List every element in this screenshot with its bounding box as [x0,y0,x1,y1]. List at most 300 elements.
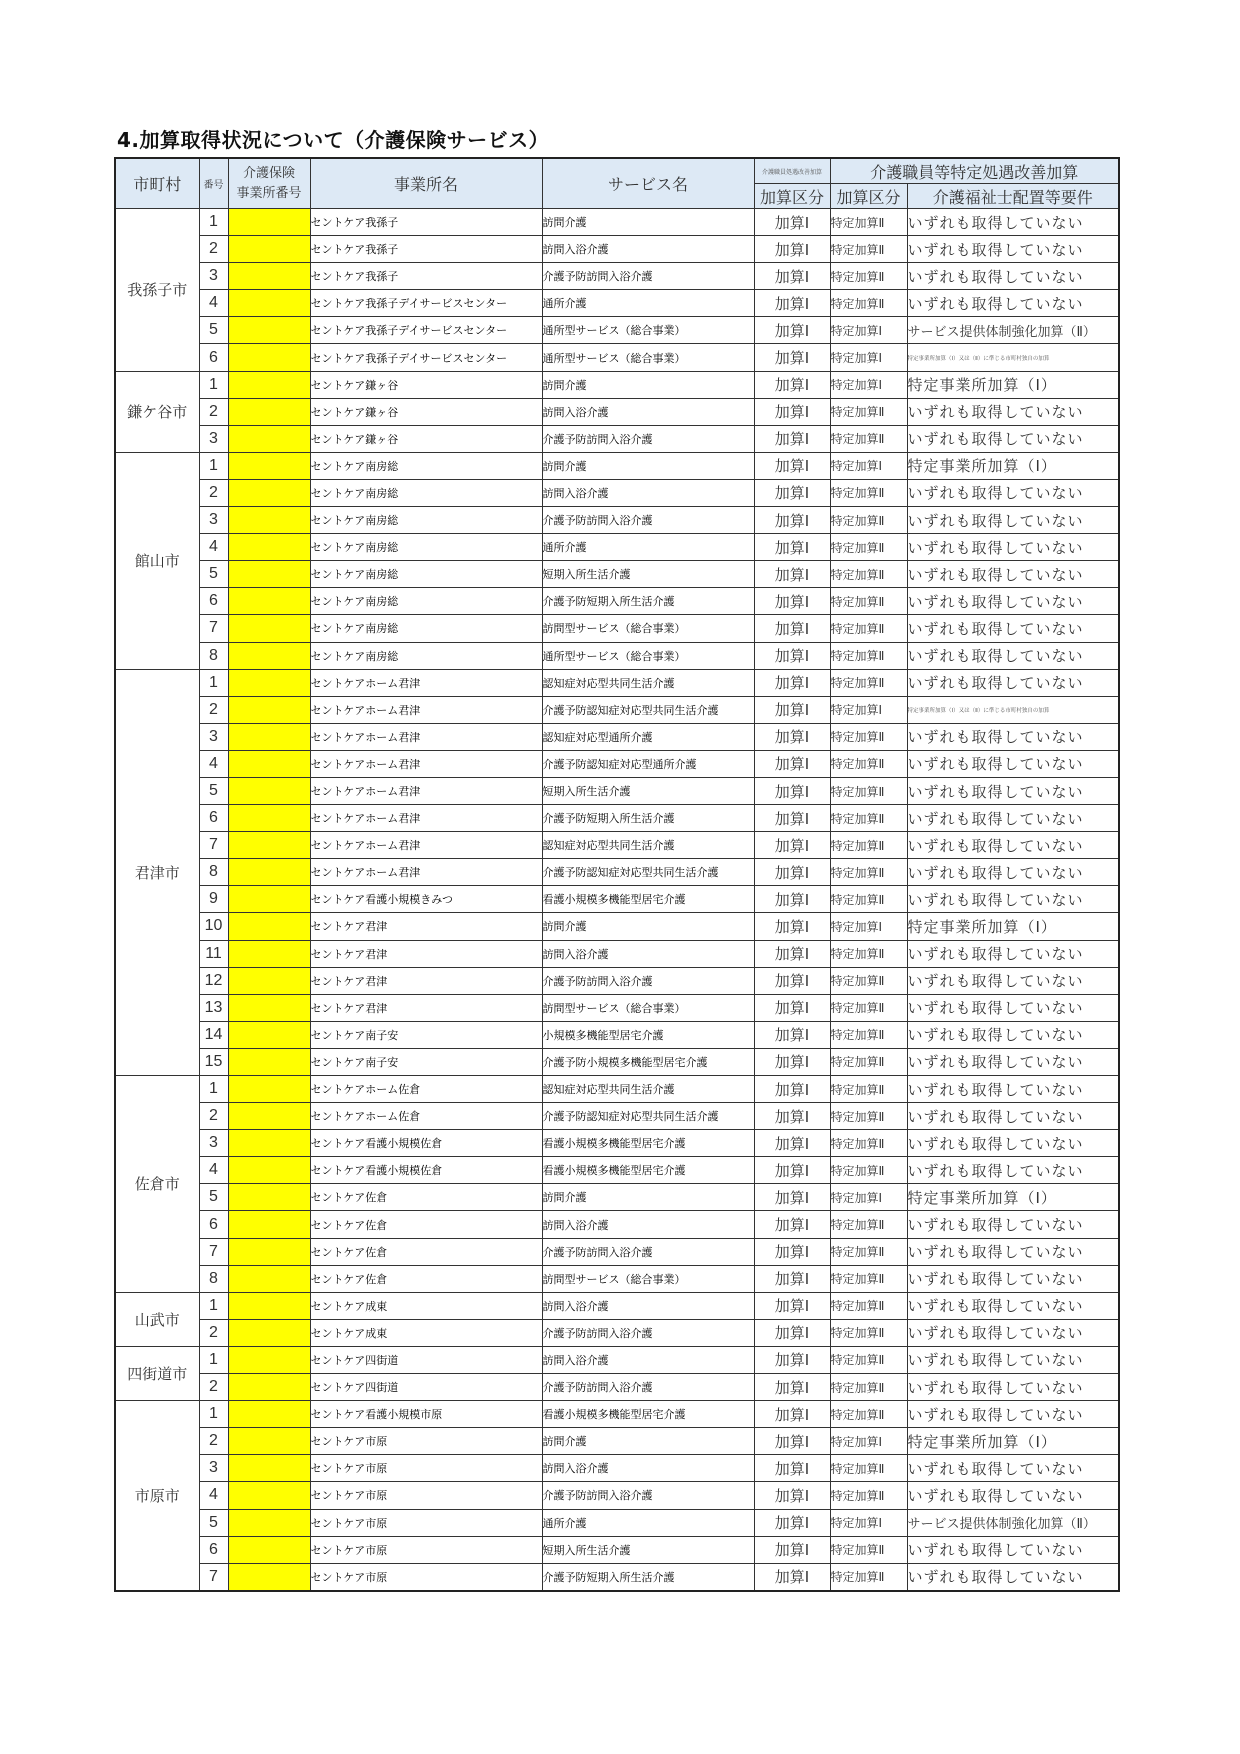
tokutei-kubun: 特定加算Ⅱ [830,1157,907,1184]
office-name: セントケアホーム君津 [310,750,542,777]
service-name: 看護小規模多機能型居宅介護 [542,1157,754,1184]
table-row [115,290,1119,317]
kasan-kubun: 加算Ⅰ [754,534,830,561]
office-name: セントケア成東 [310,1292,542,1319]
kasan-kubun: 加算Ⅰ [754,425,830,452]
row-number: 2 [199,1374,228,1401]
kasan-kubun: 加算Ⅰ [754,479,830,506]
header-requirement: 介護福祉士配置等要件 [907,184,1119,209]
table-row [115,1455,1119,1482]
table-row [115,777,1119,804]
tokutei-kubun: 特定加算Ⅱ [830,236,907,263]
requirement: いずれも取得していない [907,750,1119,777]
kasan-kubun: 加算Ⅰ [754,344,830,371]
table-row [115,1482,1119,1509]
table-row [115,832,1119,859]
tokutei-kubun: 特定加算Ⅰ [830,1184,907,1211]
table-row [115,1211,1119,1238]
tokutei-kubun: 特定加算Ⅱ [830,534,907,561]
office-code-input[interactable] [228,1346,310,1373]
tokutei-kubun: 特定加算Ⅰ [830,371,907,398]
requirement: いずれも取得していない [907,669,1119,696]
kasan-kubun: 加算Ⅰ [754,940,830,967]
requirement: いずれも取得していない [907,398,1119,425]
service-name: 介護予防訪問入浴介護 [542,967,754,994]
table-row [115,236,1119,263]
office-code-input[interactable] [228,994,310,1021]
office-code-input[interactable] [228,1482,310,1509]
kasan-kubun: 加算Ⅰ [754,1428,830,1455]
office-name: セントケア佐倉 [310,1211,542,1238]
office-name: セントケア鎌ヶ谷 [310,371,542,398]
office-code-input[interactable] [228,886,310,913]
table-row [115,1428,1119,1455]
row-number: 3 [199,1455,228,1482]
office-name: セントケアホーム君津 [310,832,542,859]
kasan-kubun: 加算Ⅰ [754,669,830,696]
row-number: 1 [199,371,228,398]
kasan-kubun: 加算Ⅰ [754,1536,830,1563]
kasan-kubun: 加算Ⅰ [754,452,830,479]
office-name: セントケア南子安 [310,1021,542,1048]
office-code-input[interactable] [228,1401,310,1428]
office-code-input[interactable] [228,209,310,236]
table-row [115,1374,1119,1401]
office-code-input[interactable] [228,642,310,669]
row-number: 2 [199,1428,228,1455]
service-name: 介護予防訪問入浴介護 [542,425,754,452]
office-name: セントケア佐倉 [310,1184,542,1211]
tokutei-kubun: 特定加算Ⅱ [830,832,907,859]
tokutei-kubun: 特定加算Ⅱ [830,1536,907,1563]
office-code-input[interactable] [228,696,310,723]
city-cell: 君津市 [115,669,199,1075]
office-code-input[interactable] [228,290,310,317]
tokutei-kubun: 特定加算Ⅱ [830,1319,907,1346]
requirement: いずれも取得していない [907,1292,1119,1319]
row-number: 12 [199,967,228,994]
office-name: セントケア成東 [310,1319,542,1346]
table-body [115,209,1119,1591]
requirement: いずれも取得していない [907,805,1119,832]
service-name: 短期入所生活介護 [542,561,754,588]
kasan-kubun: 加算Ⅰ [754,1048,830,1075]
service-name: 訪問入浴介護 [542,1455,754,1482]
office-code-input[interactable] [228,1319,310,1346]
table-row [115,263,1119,290]
service-name: 介護予防認知症対応型共同生活介護 [542,859,754,886]
office-name: セントケア鎌ヶ谷 [310,398,542,425]
table-row [115,805,1119,832]
tokutei-kubun: 特定加算Ⅱ [830,1455,907,1482]
office-code-input[interactable] [228,1428,310,1455]
office-code-input[interactable] [228,1455,310,1482]
office-name: セントケア市原 [310,1428,542,1455]
office-name: セントケアホーム佐倉 [310,1103,542,1130]
tokutei-kubun: 特定加算Ⅱ [830,1292,907,1319]
tokutei-kubun: 特定加算Ⅱ [830,940,907,967]
kasan-kubun: 加算Ⅰ [754,1482,830,1509]
tokutei-kubun: 特定加算Ⅱ [830,723,907,750]
header-tokutei-group: 介護職員等特定処遇改善加算 [830,158,1119,184]
kasan-kubun: 加算Ⅰ [754,750,830,777]
kasan-kubun: 加算Ⅰ [754,723,830,750]
kasan-kubun: 加算Ⅰ [754,859,830,886]
row-number: 3 [199,1130,228,1157]
service-name: 介護予防訪問入浴介護 [542,507,754,534]
kasan-kubun: 加算Ⅰ [754,1265,830,1292]
requirement: いずれも取得していない [907,967,1119,994]
table-row [115,398,1119,425]
row-number: 6 [199,588,228,615]
office-code-input[interactable] [228,561,310,588]
table-row [115,1292,1119,1319]
office-code-input[interactable] [228,534,310,561]
office-name: セントケア南房総 [310,452,542,479]
requirement: サービス提供体制強化加算（Ⅱ） [907,1509,1119,1536]
requirement: いずれも取得していない [907,994,1119,1021]
service-name: 小規模多機能型居宅介護 [542,1021,754,1048]
table-row [115,1238,1119,1265]
tokutei-kubun: 特定加算Ⅱ [830,1021,907,1048]
kasan-kubun: 加算Ⅰ [754,1292,830,1319]
office-code-input[interactable] [228,588,310,615]
header-shogu-kaizen: 介護職員処遇改善加算 [754,158,830,184]
service-name: 看護小規模多機能型居宅介護 [542,886,754,913]
row-number: 8 [199,642,228,669]
office-code-input[interactable] [228,1103,310,1130]
office-code-input[interactable] [228,1374,310,1401]
tokutei-kubun: 特定加算Ⅱ [830,1563,907,1591]
office-code-input[interactable] [228,317,310,344]
table-row [115,913,1119,940]
header-no: 番号 [199,158,228,209]
office-code-input[interactable] [228,967,310,994]
row-number: 1 [199,209,228,236]
office-name: セントケア君津 [310,994,542,1021]
office-code-input[interactable] [228,1238,310,1265]
office-code-input[interactable] [228,371,310,398]
office-code-input[interactable] [228,777,310,804]
office-code-input[interactable] [228,263,310,290]
table-row [115,507,1119,534]
office-name: セントケアホーム佐倉 [310,1076,542,1103]
row-number: 8 [199,1265,228,1292]
service-name: 介護予防認知症対応型共同生活介護 [542,1103,754,1130]
service-name: 通所介護 [542,534,754,561]
requirement: いずれも取得していない [907,588,1119,615]
requirement: 特定事業所加算（Ⅰ） [907,371,1119,398]
service-name: 訪問入浴介護 [542,236,754,263]
office-code-input[interactable] [228,723,310,750]
service-name: 看護小規模多機能型居宅介護 [542,1130,754,1157]
row-number: 7 [199,1238,228,1265]
service-name: 認知症対応型通所介護 [542,723,754,750]
office-name: セントケア市原 [310,1509,542,1536]
table-row [115,750,1119,777]
office-code-input[interactable] [228,1509,310,1536]
service-name: 介護予防認知症対応型通所介護 [542,750,754,777]
service-name: 訪問介護 [542,371,754,398]
service-name: 訪問入浴介護 [542,1346,754,1373]
row-number: 2 [199,479,228,506]
requirement: いずれも取得していない [907,290,1119,317]
table-row [115,642,1119,669]
city-cell: 佐倉市 [115,1076,199,1293]
tokutei-kubun: 特定加算Ⅱ [830,615,907,642]
row-number: 1 [199,452,228,479]
row-number: 1 [199,1292,228,1319]
row-number: 2 [199,1103,228,1130]
kasan-kubun: 加算Ⅰ [754,1401,830,1428]
tokutei-kubun: 特定加算Ⅱ [830,1103,907,1130]
requirement: いずれも取得していない [907,940,1119,967]
service-name: 短期入所生活介護 [542,1536,754,1563]
row-number: 8 [199,859,228,886]
office-name: セントケア鎌ヶ谷 [310,425,542,452]
requirement: いずれも取得していない [907,1048,1119,1075]
service-name: 通所介護 [542,1509,754,1536]
office-code-input[interactable] [228,1536,310,1563]
office-code-input[interactable] [228,1076,310,1103]
table-row [115,1346,1119,1373]
office-code-input[interactable] [228,1130,310,1157]
city-cell: 市原市 [115,1401,199,1591]
row-number: 4 [199,1157,228,1184]
office-code-input[interactable] [228,1292,310,1319]
service-name: 訪問入浴介護 [542,1292,754,1319]
row-number: 5 [199,561,228,588]
table-row [115,886,1119,913]
office-code-input[interactable] [228,805,310,832]
tokutei-kubun: 特定加算Ⅱ [830,1076,907,1103]
kasan-kubun: 加算Ⅰ [754,994,830,1021]
office-code-input[interactable] [228,1157,310,1184]
row-number: 6 [199,1536,228,1563]
kasan-kubun: 加算Ⅰ [754,1346,830,1373]
table-row [115,1319,1119,1346]
kasan-kubun: 加算Ⅰ [754,1563,830,1591]
header-kasan-kubun: 加算区分 [754,184,830,209]
requirement: いずれも取得していない [907,886,1119,913]
office-name: セントケアホーム君津 [310,669,542,696]
table-row [115,940,1119,967]
tokutei-kubun: 特定加算Ⅱ [830,777,907,804]
tokutei-kubun: 特定加算Ⅰ [830,1428,907,1455]
table-row [115,859,1119,886]
office-name: セントケア四街道 [310,1346,542,1373]
service-name: 通所介護 [542,290,754,317]
row-number: 14 [199,1021,228,1048]
requirement: いずれも取得していない [907,1319,1119,1346]
office-code-input[interactable] [228,913,310,940]
requirement: いずれも取得していない [907,209,1119,236]
office-name: セントケア我孫子 [310,263,542,290]
kasan-kubun: 加算Ⅰ [754,317,830,344]
requirement: いずれも取得していない [907,1211,1119,1238]
table-row [115,1076,1119,1103]
table-row [115,1509,1119,1536]
row-number: 3 [199,723,228,750]
kasan-kubun: 加算Ⅰ [754,1238,830,1265]
tokutei-kubun: 特定加算Ⅰ [830,1509,907,1536]
row-number: 5 [199,1509,228,1536]
requirement: いずれも取得していない [907,1536,1119,1563]
city-cell: 四街道市 [115,1346,199,1400]
table-row [115,479,1119,506]
tokutei-kubun: 特定加算Ⅱ [830,750,907,777]
office-code-input[interactable] [228,425,310,452]
table-row [115,561,1119,588]
tokutei-kubun: 特定加算Ⅱ [830,1482,907,1509]
row-number: 9 [199,886,228,913]
tokutei-kubun: 特定加算Ⅱ [830,859,907,886]
office-name: セントケア四街道 [310,1374,542,1401]
tokutei-kubun: 特定加算Ⅰ [830,913,907,940]
table-row [115,723,1119,750]
kasan-kubun: 加算Ⅰ [754,398,830,425]
office-code-input[interactable] [228,615,310,642]
table-row [115,1563,1119,1591]
table-row [115,615,1119,642]
requirement: いずれも取得していない [907,615,1119,642]
service-name: 訪問入浴介護 [542,479,754,506]
service-name: 介護予防訪問入浴介護 [542,1319,754,1346]
service-name: 通所型サービス（総合事業） [542,344,754,371]
office-code-input[interactable] [228,344,310,371]
service-name: 訪問介護 [542,1184,754,1211]
kasan-kubun: 加算Ⅰ [754,1130,830,1157]
service-name: 訪問入浴介護 [542,398,754,425]
office-code-input[interactable] [228,940,310,967]
row-number: 2 [199,236,228,263]
kasan-kubun: 加算Ⅰ [754,913,830,940]
kasan-kubun: 加算Ⅰ [754,1184,830,1211]
tokutei-kubun: 特定加算Ⅱ [830,669,907,696]
requirement: いずれも取得していない [907,1076,1119,1103]
row-number: 3 [199,263,228,290]
service-name: 訪問介護 [542,1428,754,1455]
tokutei-kubun: 特定加算Ⅱ [830,805,907,832]
service-name: 訪問介護 [542,209,754,236]
office-code-input[interactable] [228,859,310,886]
office-name: セントケア我孫子デイサービスセンター [310,344,542,371]
kasan-kubun: 加算Ⅰ [754,1157,830,1184]
row-number: 1 [199,1346,228,1373]
requirement: いずれも取得していない [907,1374,1119,1401]
kasan-kubun: 加算Ⅰ [754,1103,830,1130]
tokutei-kubun: 特定加算Ⅰ [830,696,907,723]
office-code-input[interactable] [228,479,310,506]
service-name: 介護予防短期入所生活介護 [542,805,754,832]
office-name: セントケア南房総 [310,479,542,506]
table-row [115,1021,1119,1048]
requirement: いずれも取得していない [907,263,1119,290]
tokutei-kubun: 特定加算Ⅱ [830,994,907,1021]
office-code-input[interactable] [228,1021,310,1048]
office-code-input[interactable] [228,1184,310,1211]
kasan-kubun: 加算Ⅰ [754,236,830,263]
kasan-kubun: 加算Ⅰ [754,886,830,913]
service-name: 通所型サービス（総合事業） [542,642,754,669]
office-code-input[interactable] [228,669,310,696]
row-number: 15 [199,1048,228,1075]
office-name: セントケア南子安 [310,1048,542,1075]
service-name: 認知症対応型共同生活介護 [542,1076,754,1103]
requirement: 特定事業所加算（Ⅰ）又は（Ⅱ）に準じる市町村独自の加算 [907,344,1119,371]
requirement: いずれも取得していない [907,479,1119,506]
row-number: 5 [199,1184,228,1211]
requirement: いずれも取得していない [907,1401,1119,1428]
office-code-input[interactable] [228,832,310,859]
kasan-status-table [114,157,1120,1592]
office-code-input[interactable] [228,1563,310,1591]
tokutei-kubun: 特定加算Ⅰ [830,317,907,344]
office-code-input[interactable] [228,750,310,777]
tokutei-kubun: 特定加算Ⅱ [830,1346,907,1373]
row-number: 1 [199,1401,228,1428]
kasan-kubun: 加算Ⅰ [754,832,830,859]
table-row [115,669,1119,696]
kasan-kubun: 加算Ⅰ [754,263,830,290]
requirement: いずれも取得していない [907,561,1119,588]
row-number: 4 [199,1482,228,1509]
requirement: いずれも取得していない [907,1130,1119,1157]
tokutei-kubun: 特定加算Ⅱ [830,1048,907,1075]
table-row [115,317,1119,344]
office-code-input[interactable] [228,1048,310,1075]
kasan-kubun: 加算Ⅰ [754,777,830,804]
service-name: 介護予防小規模多機能型居宅介護 [542,1048,754,1075]
tokutei-kubun: 特定加算Ⅱ [830,1130,907,1157]
tokutei-kubun: 特定加算Ⅱ [830,263,907,290]
office-code-input[interactable] [228,452,310,479]
office-name: セントケアホーム君津 [310,723,542,750]
table-row [115,1103,1119,1130]
office-name: セントケアホーム君津 [310,696,542,723]
requirement: 特定事業所加算（Ⅰ） [907,1428,1119,1455]
requirement: いずれも取得していない [907,1103,1119,1130]
row-number: 3 [199,507,228,534]
tokutei-kubun: 特定加算Ⅱ [830,1401,907,1428]
tokutei-kubun: 特定加算Ⅱ [830,1238,907,1265]
row-number: 5 [199,777,228,804]
city-cell: 山武市 [115,1292,199,1346]
table-row [115,967,1119,994]
office-code-input[interactable] [228,507,310,534]
header-office-code-line2: 事業所番号 [236,185,302,201]
kasan-kubun: 加算Ⅰ [754,805,830,832]
header-office-name: 事業所名 [310,158,542,209]
row-number: 11 [199,940,228,967]
tokutei-kubun: 特定加算Ⅱ [830,209,907,236]
header-tokutei-kubun: 加算区分 [830,184,907,209]
table-row [115,1130,1119,1157]
office-code-input[interactable] [228,1211,310,1238]
header-office-code-line1: 介護保険 [242,165,295,181]
service-name: 訪問型サービス（総合事業） [542,994,754,1021]
tokutei-kubun: 特定加算Ⅰ [830,344,907,371]
office-code-input[interactable] [228,236,310,263]
table-row [115,1536,1119,1563]
service-name: 訪問介護 [542,913,754,940]
office-code-input[interactable] [228,1265,310,1292]
office-code-input[interactable] [228,398,310,425]
row-number: 1 [199,1076,228,1103]
requirement: いずれも取得していない [907,1265,1119,1292]
office-name: セントケア君津 [310,913,542,940]
office-name: セントケア看護小規模市原 [310,1401,542,1428]
